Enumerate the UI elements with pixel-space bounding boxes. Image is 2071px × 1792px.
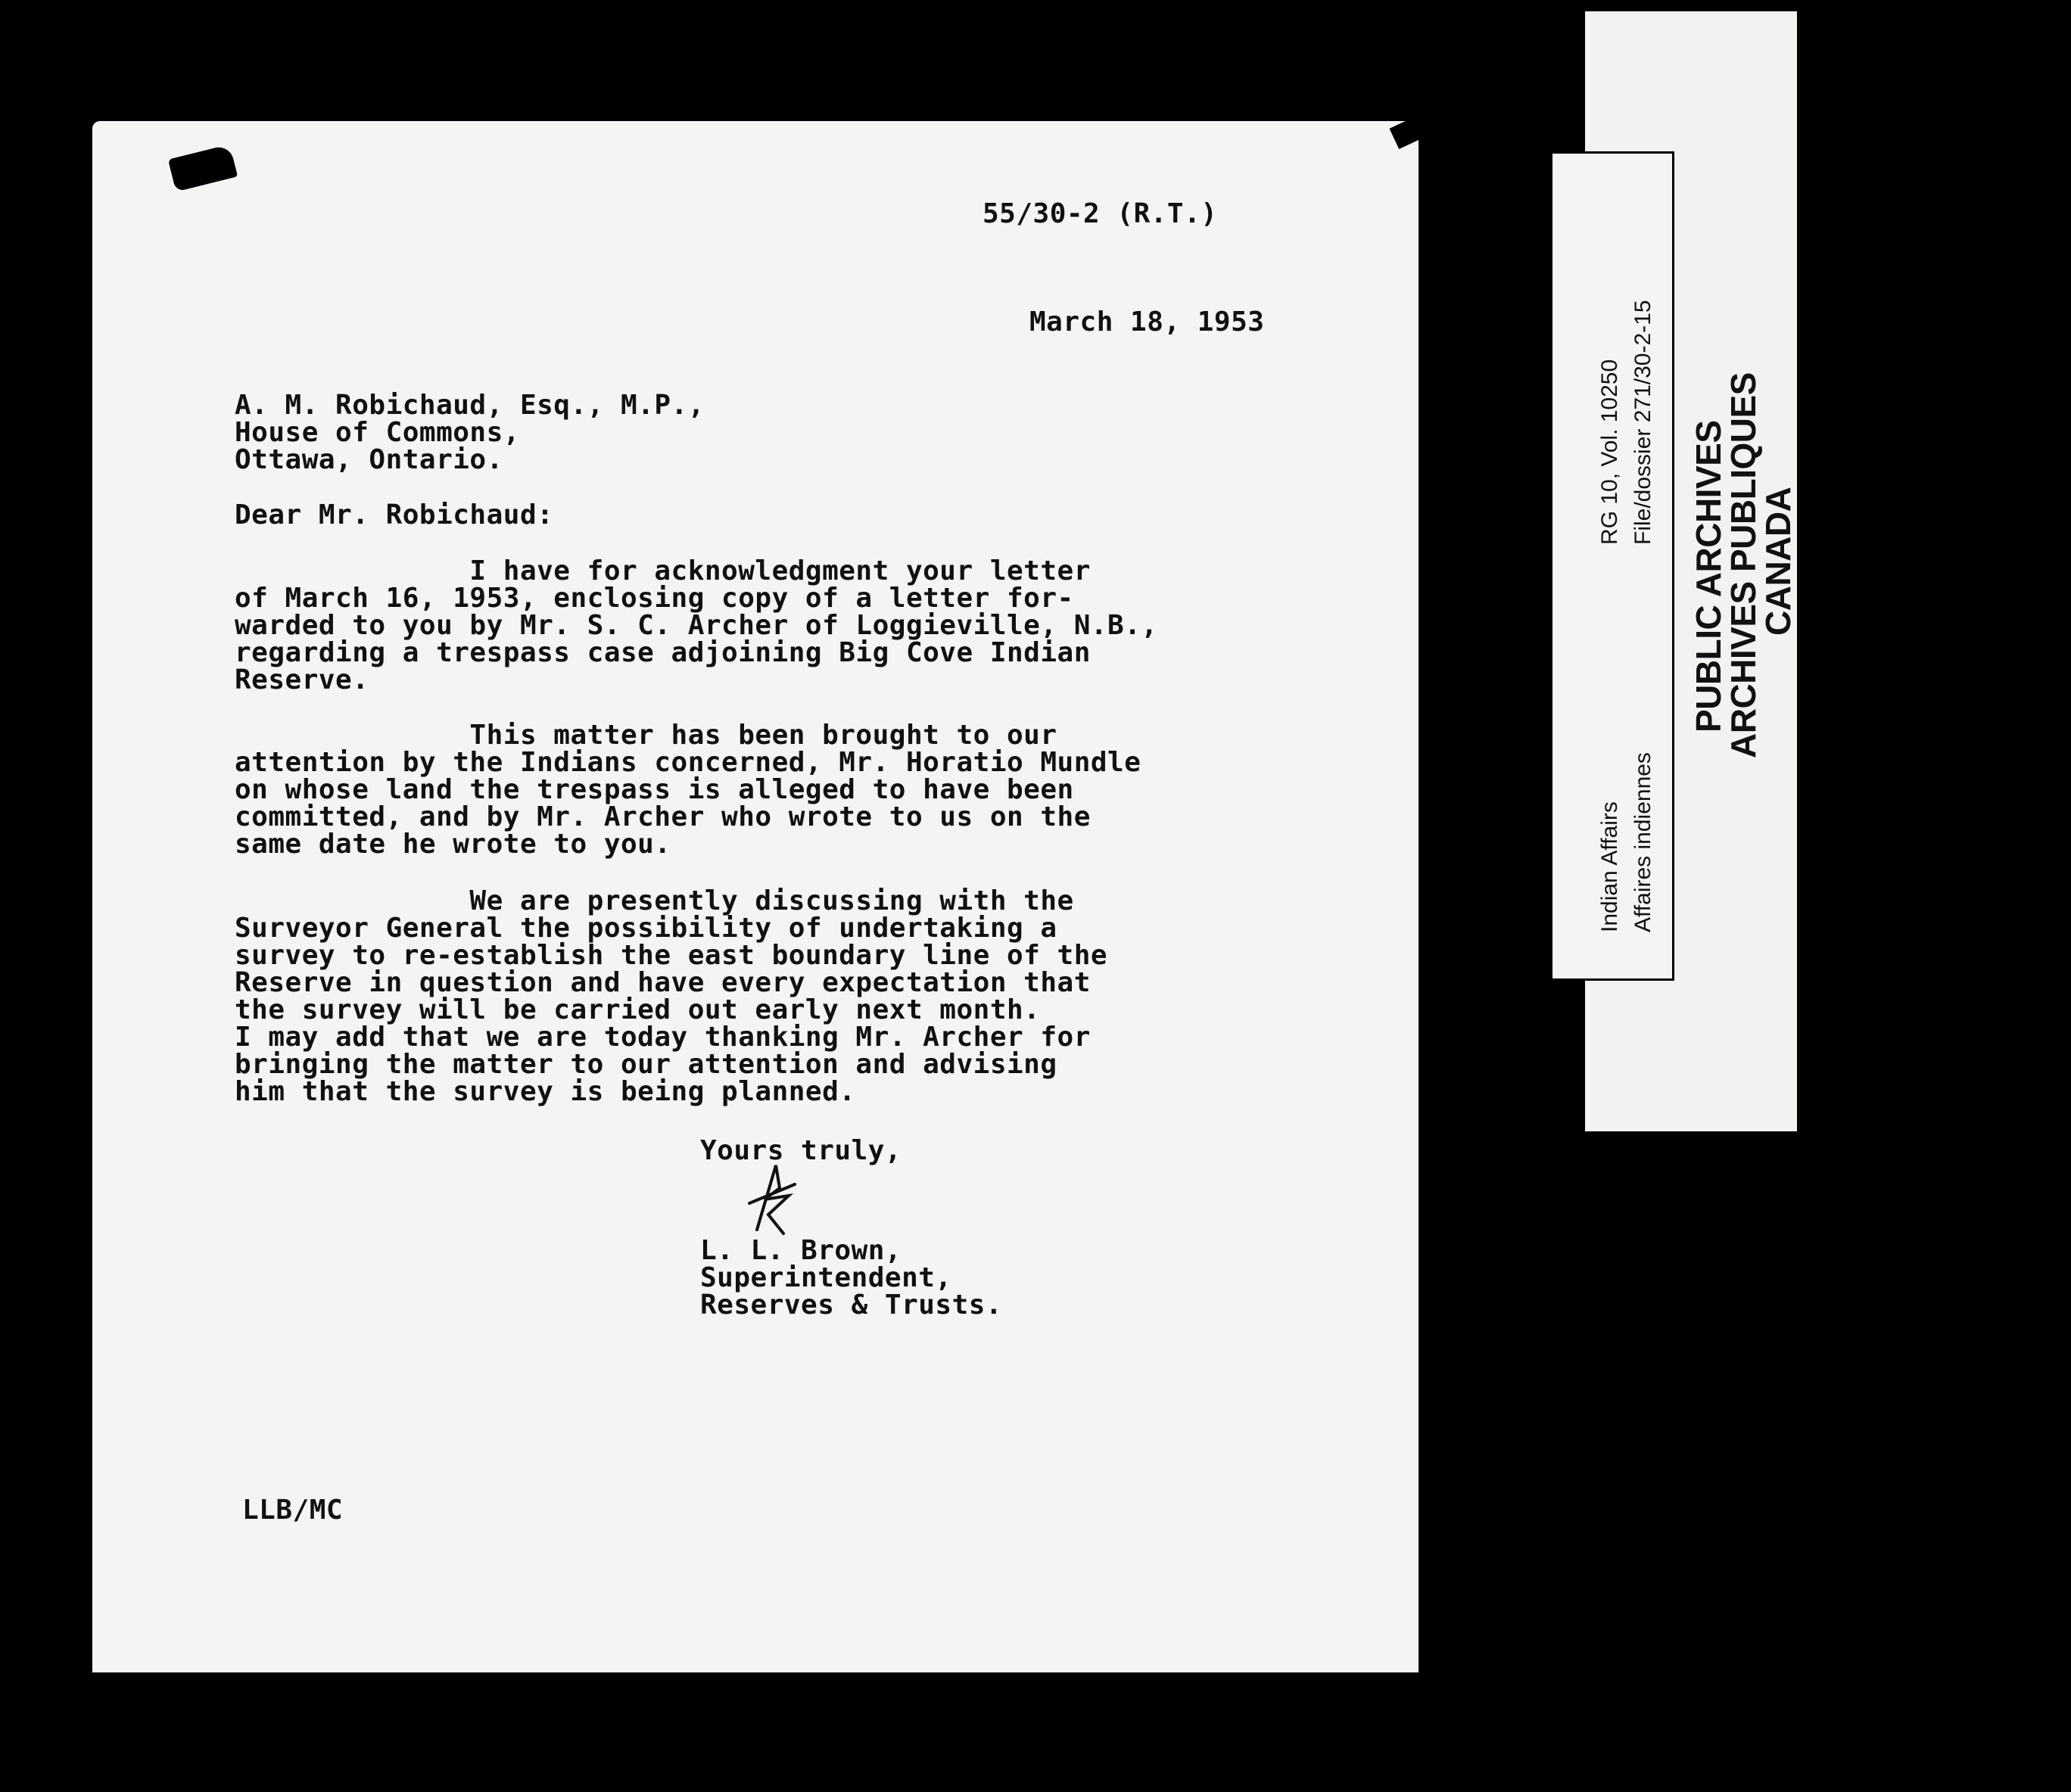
archive-name-fr: ARCHIVES PUBLIQUES — [1724, 372, 1763, 758]
fonds-label-en: Indian Affairs — [1597, 801, 1622, 932]
letter-date: March 18, 1953 — [1029, 306, 1265, 338]
signature-block: L. L. Brown, Superintendent, Reserves & Trusts. — [700, 1235, 1003, 1321]
handwritten-signature — [742, 1158, 802, 1241]
archive-name-en: PUBLIC ARCHIVES — [1689, 420, 1728, 733]
closing: Yours truly, — [700, 1135, 902, 1166]
fonds-label-fr: Affaires indiennes — [1630, 752, 1655, 932]
record-group-volume: RG 10, Vol. 10250 — [1597, 359, 1622, 545]
file-reference: 55/30-2 (R.T.) — [983, 198, 1218, 229]
archive-country: CANADA — [1758, 487, 1798, 636]
salutation: Dear Mr. Robichaud: — [235, 499, 554, 530]
body-paragraph-2: This matter has been brought to our attention by the Indians concerned, Mr. Horatio Mundle on whose land the trespass is alleged to have been committed, and by Mr. Archer who wrote to us on the same date he wrote to you. — [235, 720, 1141, 860]
body-paragraph-3: We are presently discussing with the Surveyor General the possibility of undertaking a survey to re-establish the east boundary line of the Reserve in question and have every expectation that the survey will be carried out early next month. I may add that we are today thanking Mr. Archer for bringing the matter to our attention and advising him that the survey is being planned. — [235, 885, 1108, 1107]
body-paragraph-1: I have for acknowledgment your letter of March 16, 1953, enclosing copy of a letter for- warded to you by Mr. S. C. Archer of Loggieville, N.B., regarding a trespass case adjoining Big Cove Indian Reserve. — [235, 555, 1158, 695]
recipient-address: A. M. Robichaud, Esq., M.P., House of Commons, Ottawa, Ontario. — [235, 390, 705, 475]
typist-initials: LLB/MC — [242, 1495, 344, 1526]
file-dossier-number: File/dossier 271/30-2-15 — [1630, 300, 1655, 545]
